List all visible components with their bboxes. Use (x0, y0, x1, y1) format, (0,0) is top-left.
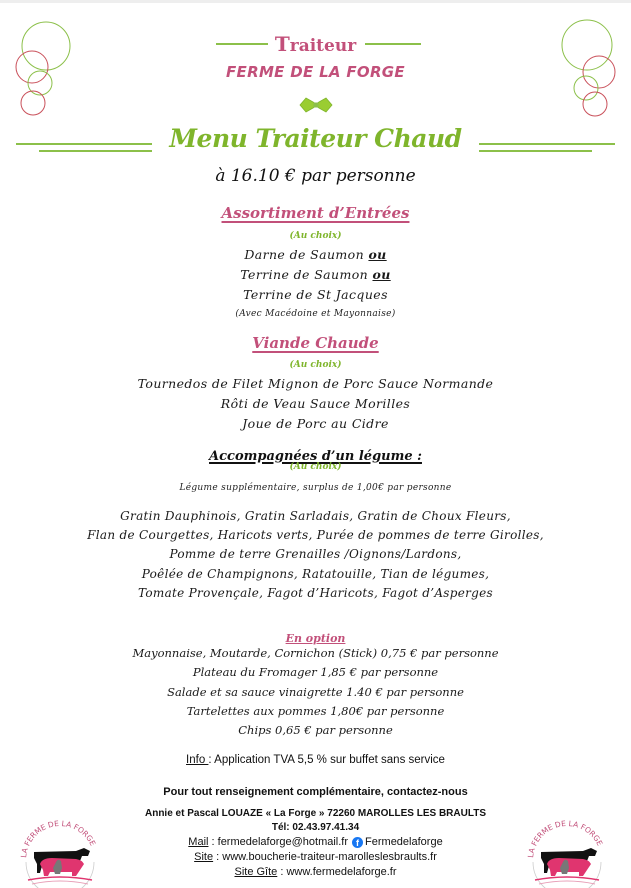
farm-logo-left-icon (18, 818, 102, 888)
farm-name: FERME DE LA FORGE (226, 63, 405, 81)
viande-title: Viande Chaude (252, 334, 379, 352)
entrees-section-title (0, 203, 631, 222)
contact-phone: Tél: 02.43.97.41.34 (271, 822, 360, 833)
legumes-surcharge-note: Légume supplémentaire, surplus de 1,00€ par personne (179, 483, 452, 493)
legume-line: Flan de Courgettes, Haricots verts, Purée de pommes de terre Girolles, (87, 528, 544, 542)
contact-address: Annie et Pascal LOUAZE « La Forge » 72260 MAROLLES LES BRAULTS (144, 808, 486, 819)
viande-choice-note: (Au choix) (289, 360, 342, 370)
traiteur-label (0, 32, 631, 56)
gite-link[interactable]: : www.fermedelaforge.fr (277, 866, 397, 878)
farm-logo-right-icon (525, 818, 609, 888)
viande-item: Joue de Porc au Cidre (242, 416, 389, 431)
site-label: Site (194, 851, 214, 863)
legume-line: Gratin Dauphinois, Gratin Sarladais, Gratin de Choux Fleurs, (120, 509, 511, 523)
option-item: Plateau du Fromager 1,85 € par personne (192, 665, 439, 679)
legumes-choice-note: (Au choix) (289, 462, 342, 472)
site-link[interactable]: : www.boucherie-traiteur-marolleslesbraults.fr (213, 851, 437, 863)
mail-link[interactable]: : fermedelaforge@hotmail.fr (208, 836, 349, 848)
facebook-link[interactable]: Fermedelaforge (365, 836, 443, 848)
menu-title: Menu Traiteur Chaud (169, 124, 462, 153)
entree-item-text: Terrine de St Jacques (243, 287, 388, 302)
entree-item (0, 267, 631, 282)
option-item: Salade et sa sauce vinaigrette 1.40 € par personne (167, 685, 464, 699)
facebook-icon[interactable]: f (352, 837, 363, 848)
entree-or: ou (372, 267, 391, 282)
page-top-edge (0, 0, 631, 3)
entrees-title: Assortiment d’Entrées (221, 204, 410, 222)
option-item: Chips 0,65 € par personne (238, 723, 393, 737)
viande-section-title (0, 333, 631, 352)
entree-or: ou (368, 247, 387, 262)
legume-line: Pomme de terre Grenailles /Oignons/Lardons, (169, 547, 462, 561)
option-item: Tartelettes aux pommes 1,80€ par personne (186, 704, 445, 718)
info-text: : Application TVA 5,5 % sur buffet sans service (208, 754, 445, 766)
legumes-title: Accompagnées d’un légume : (209, 449, 422, 464)
viande-item: Rôti de Veau Sauce Morilles (220, 396, 411, 411)
svg-text:LA FERME DE LA FORGE: LA FERME DE LA FORGE (19, 818, 98, 859)
mail-label: Mail (188, 836, 209, 848)
options-section-title (0, 627, 631, 646)
viande-item: Tournedos de Filet Mignon de Porc Sauce Normande (137, 376, 494, 391)
legume-line: Tomate Provençale, Fagot d’Haricots, Fagot d’Asperges (138, 586, 493, 600)
bow-tie-icon (298, 96, 334, 114)
entree-item-text: Terrine de Saumon (240, 267, 373, 282)
entree-item (0, 287, 631, 302)
traiteur-cap: T (274, 32, 290, 56)
info-line (0, 754, 631, 766)
contact-heading: Pour tout renseignement complémentaire, contactez-nous (163, 786, 468, 798)
entree-item (0, 247, 631, 262)
entrees-note: (Avec Macédoine et Mayonnaise) (235, 309, 396, 319)
option-item: Mayonnaise, Moutarde, Cornichon (Stick) 0,75 € par personne (132, 646, 499, 660)
price-line: à 16.10 € par personne (215, 166, 416, 186)
entree-item-text: Darne de Saumon (244, 247, 369, 262)
svg-text:LA FERME DE LA FORGE: LA FERME DE LA FORGE (526, 818, 605, 859)
options-title: En option (285, 632, 346, 645)
gite-label: Site Gîte (234, 866, 278, 878)
info-label: Info (186, 754, 209, 766)
traiteur-rest: raiteur (289, 36, 357, 56)
entrees-choice-note: (Au choix) (289, 231, 342, 241)
legume-line: Poêlée de Champignons, Ratatouille, Tian de légumes, (141, 567, 490, 581)
